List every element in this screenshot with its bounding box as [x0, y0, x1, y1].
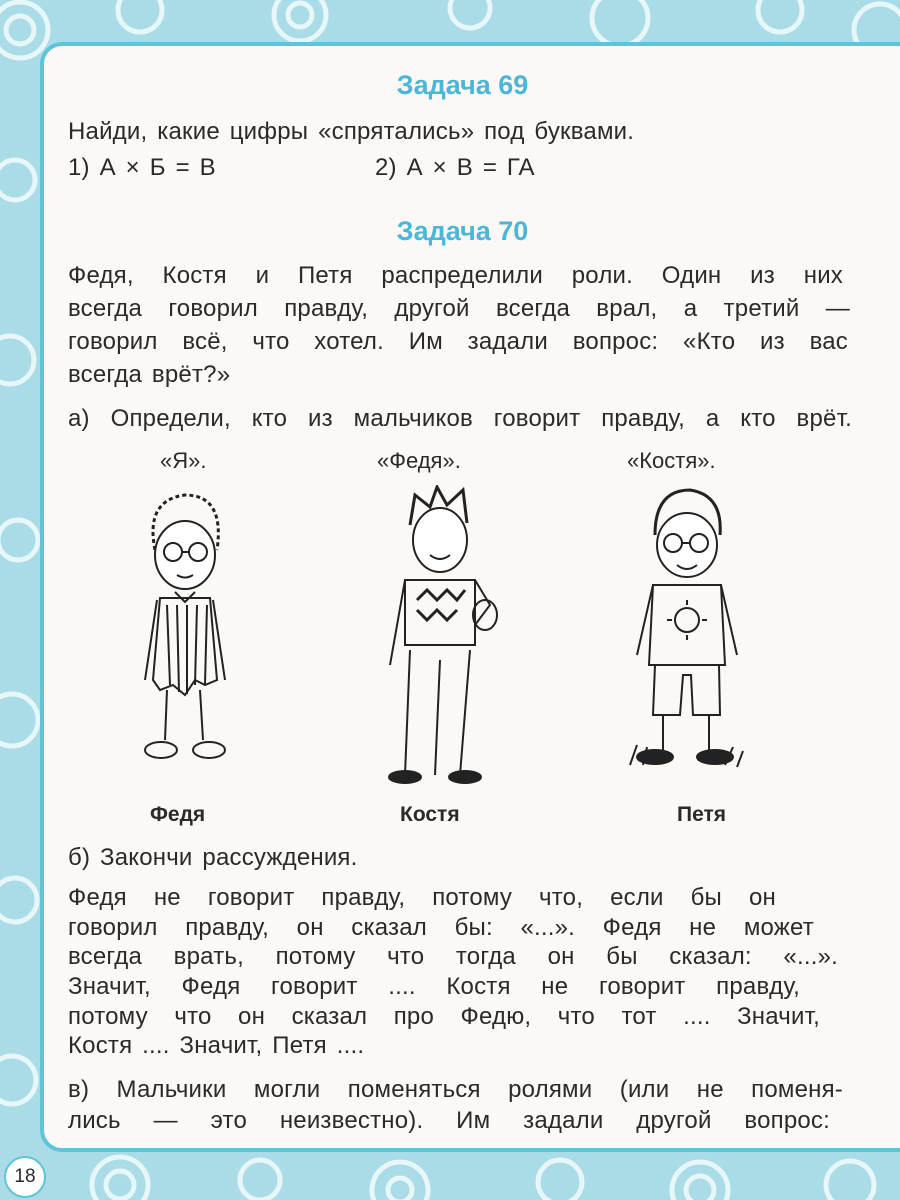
task-69-text: Найди, какие цифры «спрятались» под буквами. [68, 118, 635, 145]
task-70-intro-line: говорил всё, что хотел. Им задали вопрос: «Кто из вас [68, 328, 848, 355]
task-70-intro-line: всегда врёт?» [68, 361, 231, 388]
task-69-title: Задача 69 [396, 70, 529, 100]
task-70-part-b-title: б) Закончи рассуждения. [68, 844, 358, 871]
part-c-line: лись — это неизвестно). Им задали другой вопрос: [68, 1107, 830, 1134]
part-b-line: потому что он сказал про Федю, что тот .... Значит, [68, 1003, 820, 1030]
answer-kostya: «Федя». [377, 448, 461, 473]
part-b-line: всегда врать, потому что тогда он бы сказал: «...». [68, 943, 838, 970]
part-b-line: Костя .... Значит, Петя .... [68, 1032, 365, 1059]
name-fedya: Федя [150, 803, 206, 826]
answer-fedya: «Я». [160, 448, 207, 473]
kostya-illustration [375, 485, 505, 785]
name-petya: Петя [677, 803, 727, 826]
answer-petya: «Костя». [627, 448, 716, 473]
part-b-line: Значит, Федя говорит .... Костя не говорит правду, [68, 973, 800, 1000]
fedya-illustration [125, 480, 245, 780]
task-70-title: Задача 70 [396, 216, 529, 246]
task-70-part-a: а) Определи, кто из мальчиков говорит правду, а кто врёт. [68, 405, 852, 432]
part-c-line: в) Мальчики могли поменяться ролями (или не поменя- [68, 1076, 843, 1103]
task-69-equation-2: 2) А × В = ГА [375, 154, 535, 181]
petya-illustration [625, 485, 745, 775]
task-70-intro-line: Федя, Костя и Петя распределили роли. Один из них [68, 262, 843, 289]
task-69-equation-1: 1) А × Б = В [68, 154, 216, 181]
page-number: 18 [4, 1156, 46, 1198]
name-kostya: Костя [400, 803, 460, 826]
part-b-line: Федя не говорит правду, потому что, если бы он [68, 884, 776, 911]
part-b-line: говорил правду, он сказал бы: «...». Федя не может [68, 914, 814, 941]
task-70-intro-line: всегда говорил правду, другой всегда врал, а третий — [68, 295, 850, 322]
